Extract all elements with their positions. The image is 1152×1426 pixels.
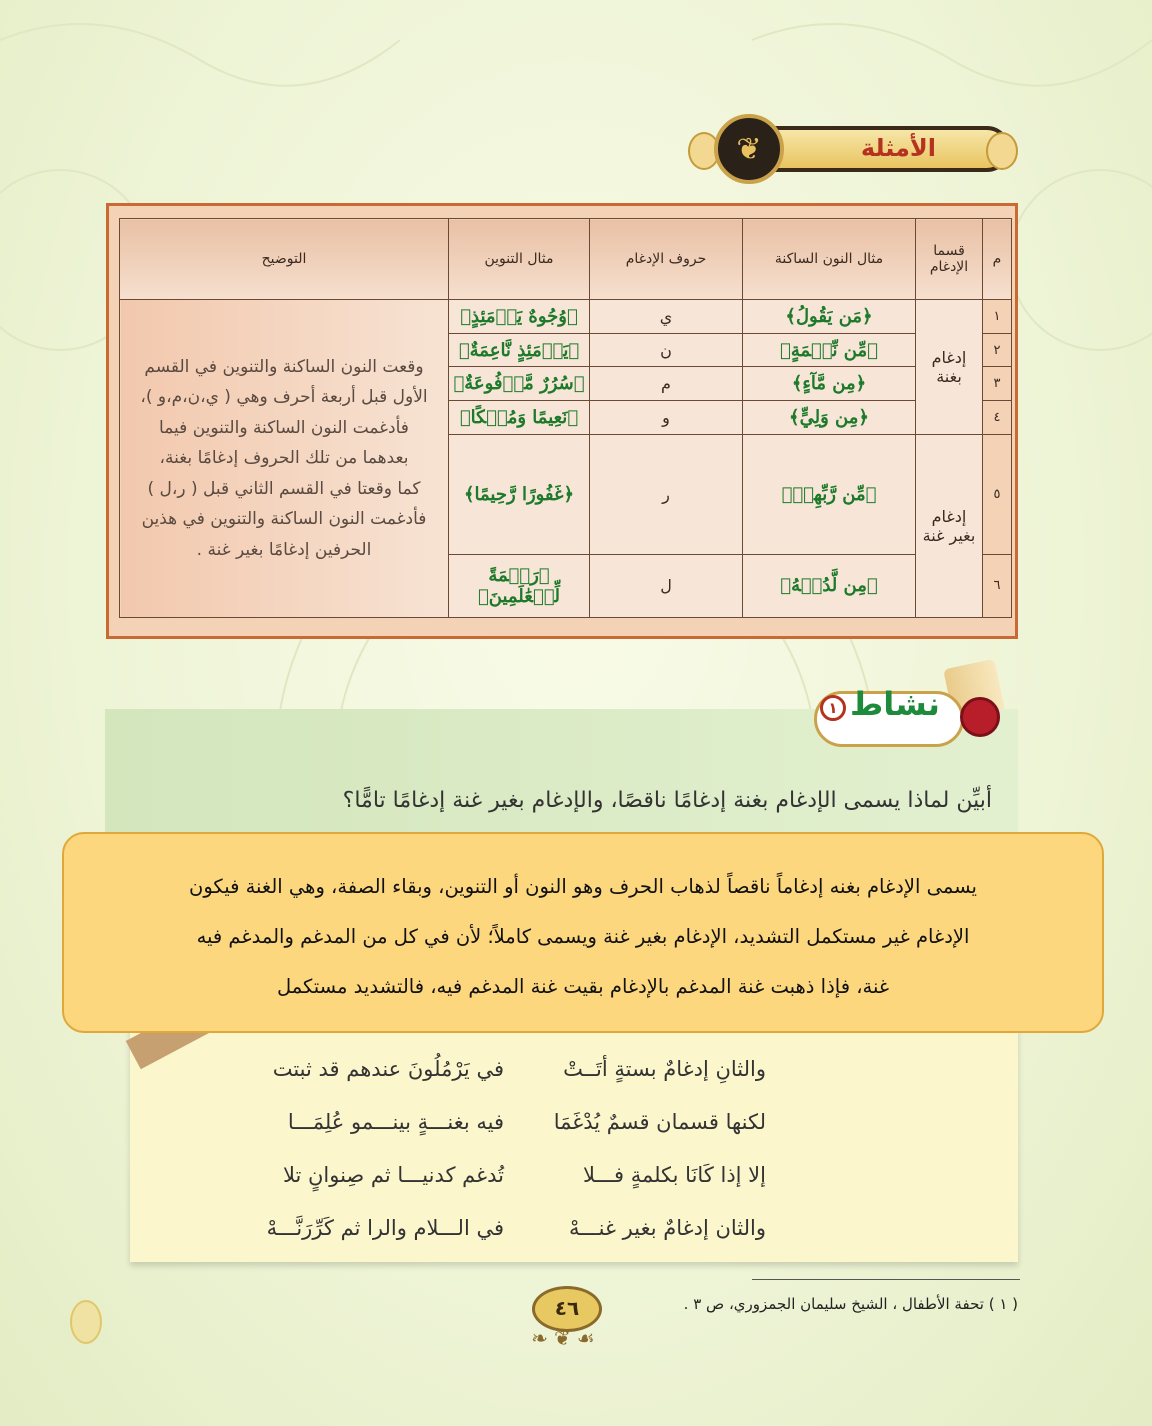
answer-line: غنة، فإذا ذهبت غنة المدغم بالإدغام بقيت غنة المدغم فيه، فالتشديد مستكمل bbox=[276, 975, 890, 998]
table-row bbox=[120, 300, 1012, 334]
table-header-row bbox=[120, 219, 1012, 300]
poem-hemistich-right: والثانِ إدغامٌ بستةٍ أتَــتْ bbox=[563, 1057, 766, 1081]
row-num: ٦ bbox=[983, 554, 1012, 617]
type-without-ghunna: إدغام بغير غنة bbox=[916, 434, 983, 617]
merge-letter: م bbox=[590, 367, 743, 401]
activity-label: نشاط bbox=[850, 685, 940, 723]
wax-seal-icon bbox=[960, 697, 1000, 737]
flourish-ornament-icon: ❧❦☙ bbox=[531, 1326, 601, 1350]
noon-example: ﴿مِن وَلِيٍّ﴾ bbox=[743, 401, 916, 435]
header-letters: حروف الإدغام bbox=[590, 219, 743, 300]
activity-number: ١ bbox=[820, 695, 846, 721]
merge-letter: ل bbox=[590, 554, 743, 617]
poem-hemistich-left: في الـــلام والرا ثم كَرِّرَنَّـــهْ bbox=[266, 1216, 504, 1240]
poem-hemistich-left: تُدغم كدنيـــا ثم صِنوانٍ تلا bbox=[282, 1163, 504, 1187]
side-tab-icon bbox=[70, 1300, 102, 1344]
explanation-line: فأدغمت النون الساكنة والتنوين في هذين bbox=[141, 509, 427, 530]
noon-example: ﴿مِّن رَّبِّهِمۡ﴾ bbox=[743, 434, 916, 554]
merge-letter: ر bbox=[590, 434, 743, 554]
row-num: ٤ bbox=[983, 401, 1012, 435]
noon-example: ﴿مِن لَّدُنۡهُ﴾ bbox=[743, 554, 916, 617]
noon-example: ﴿مَن يَقُولُ﴾ bbox=[743, 300, 916, 334]
type-with-ghunna: إدغام بغنة bbox=[916, 300, 983, 435]
explanation-line: بعدهما من تلك الحروف إدغامًا بغنة، bbox=[159, 448, 409, 469]
grape-emblem-icon: ❦ bbox=[714, 114, 784, 184]
poem-hemistich-right: لكنها قسمان قسمٌ يُدْغَمَا bbox=[553, 1110, 766, 1134]
poem-hemistich-left: فيه بغنـــةٍ بينـــمو عُلِمَـــا bbox=[287, 1110, 504, 1134]
poem-hemistich-right: إلا إذا كَانَا بكلمةٍ فـــلا bbox=[583, 1163, 766, 1187]
header-tanween-example: مثال التنوين bbox=[449, 219, 590, 300]
header-explanation: التوضيح bbox=[120, 219, 449, 300]
title-pill bbox=[748, 126, 1010, 172]
noon-example: ﴿مِّن نِّعۡمَةٍ﴾ bbox=[743, 333, 916, 367]
header-noon-example: مثال النون الساكنة bbox=[743, 219, 916, 300]
merge-letter: ن bbox=[590, 333, 743, 367]
tanween-example: ﴿يَوۡمَئِذٍ نَّاعِمَةٌ﴾ bbox=[449, 333, 590, 367]
tanween-example: ﴿غَفُورًا رَّحِيمًا﴾ bbox=[449, 434, 590, 554]
tanween-example: ﴿نَعِيمًا وَمُلۡكًا﴾ bbox=[449, 401, 590, 435]
explanation-line: الأول قبل أربعة أحرف وهي ( ي،ن،م،و )، bbox=[140, 387, 428, 408]
row-num: ٣ bbox=[983, 367, 1012, 401]
explanation-cell bbox=[120, 300, 449, 618]
footnote: ( ١ ) تحفة الأطفال ، الشيخ سليمان الجمزوري، ص ٣ . bbox=[683, 1295, 1018, 1313]
merge-letter: و bbox=[590, 401, 743, 435]
examples-table-frame bbox=[106, 203, 1018, 639]
section-title: الأمثلة bbox=[860, 134, 936, 162]
answer-bubble bbox=[62, 832, 1104, 1033]
tanween-example: ﴿وُجُوهٌ يَوۡمَئِذٍ﴾ bbox=[449, 300, 590, 334]
explanation-line: الحرفين إدغامًا بغير غنة . bbox=[196, 539, 372, 560]
header-num: م bbox=[983, 219, 1012, 300]
footnote-divider bbox=[752, 1279, 1020, 1280]
row-num: ٥ bbox=[983, 434, 1012, 554]
answer-line: الإدغام غير مستكمل التشديد، الإدغام بغير غنة ويسمى كاملاً؛ لأن في كل من المدغم والمدغم فيه bbox=[196, 925, 970, 948]
answer-line: يسمى الإدغام بغنه إدغاماً ناقصاً لذهاب الحرف وهو النون أو التنوين، وبقاء الصفة، وهي الغنة فيكون bbox=[189, 875, 977, 898]
activity-question: أبيِّن لماذا يسمى الإدغام بغنة إدغامًا ناقصًا، والإدغام بغير غنة إدغامًا تامًّا؟ bbox=[342, 788, 992, 813]
examples-table bbox=[119, 218, 1012, 618]
banner-cap-right bbox=[986, 132, 1018, 170]
explanation-line: فأدغمت النون الساكنة والتنوين فيما bbox=[159, 417, 409, 438]
header-type: قسما الإدغام bbox=[916, 219, 983, 300]
noon-example: ﴿مِن مَّآءٍ﴾ bbox=[743, 367, 916, 401]
activity-badge bbox=[814, 683, 1004, 755]
page-number: ٤٦ bbox=[532, 1286, 602, 1332]
poem-hemistich-right: والثان إدغامٌ بغير غنـــهْ bbox=[568, 1216, 766, 1240]
explanation-line: كما وقعتا في القسم الثاني قبل ( ر،ل ) bbox=[147, 478, 421, 499]
row-num: ١ bbox=[983, 300, 1012, 334]
merge-letter: ي bbox=[590, 300, 743, 334]
tanween-example: ﴿سُرُرٌ مَّرۡفُوعَةٌ﴾ bbox=[449, 367, 590, 401]
tanween-example: ﴿رَحۡمَةً لِّلۡعَٰلَمِينَ﴾ bbox=[449, 554, 590, 617]
row-num: ٢ bbox=[983, 333, 1012, 367]
explanation-line: وقعت النون الساكنة والتنوين في القسم bbox=[144, 356, 424, 377]
poem-hemistich-left: في يَرْمُلُونَ عندهم قد ثبتت bbox=[272, 1057, 504, 1081]
section-title-banner bbox=[688, 112, 1018, 186]
